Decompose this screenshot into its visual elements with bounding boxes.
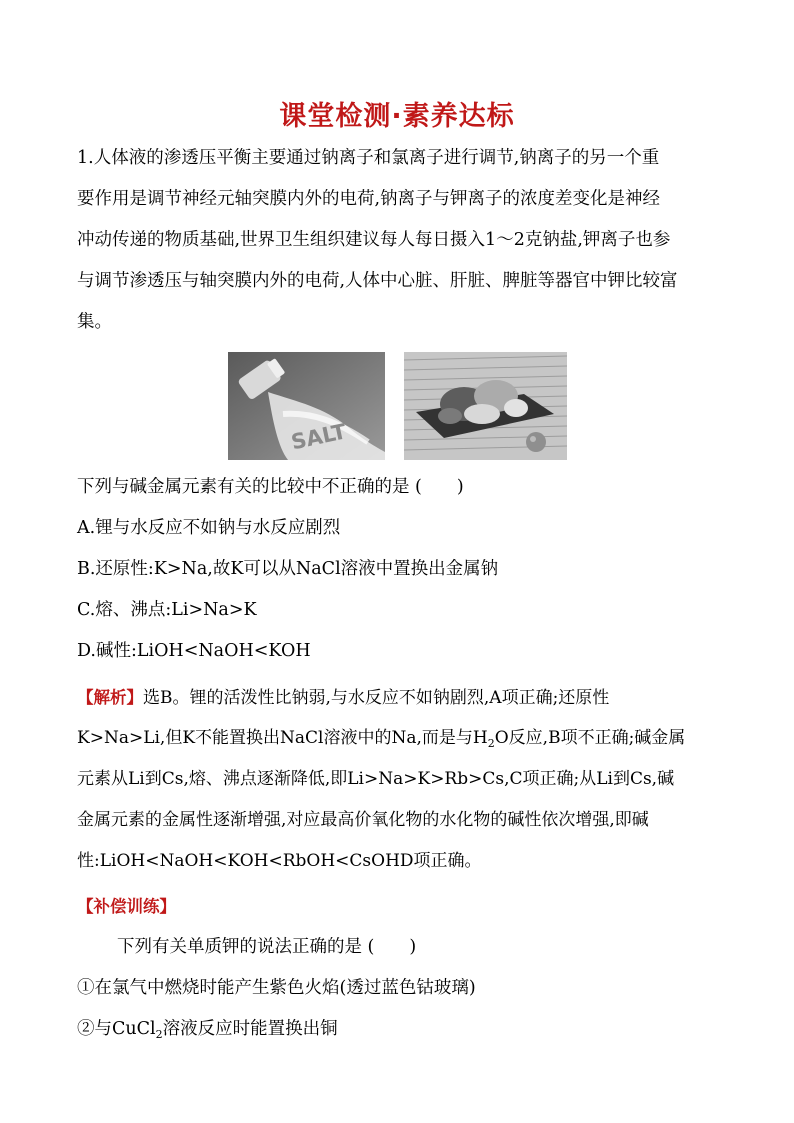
subscript: 2: [487, 737, 495, 750]
solution-text: 性:LiOH<NaOH<KOH<RbOH<CsOHD项正确。: [77, 851, 482, 871]
stem-line: 与调节渗透压与轴突膜内外的电荷,人体中心脏、肝脏、脾脏等器官中钾比较富: [77, 271, 678, 291]
solution-text: 选B。锂的活泼性比钠弱,与水反应不如钠剧烈,A项正确;还原性: [143, 688, 610, 708]
option-b: B.还原性:K>Na,故K可以从NaCl溶液中置换出金属钠: [77, 559, 499, 579]
question-text: 下列与碱金属元素有关的比较中不正确的是 ( ): [77, 477, 464, 497]
solution-text: K>Na>Li,但K不能置换出NaCl溶液中的Na,而是与H: [77, 728, 488, 748]
solution-block: [77, 677, 727, 882]
question-1-stem: [77, 138, 727, 343]
supplement-item-2: [77, 1009, 727, 1050]
supplement-item-1: ①在氯气中燃烧时能产生紫色火焰(透过蓝色钴玻璃): [77, 978, 476, 998]
salt-lettering: SALT: [289, 419, 349, 455]
page-title: 课堂检测·素养达标: [279, 101, 515, 132]
supplement-block: [77, 927, 727, 1050]
salt-photo: [228, 352, 385, 460]
stem-line: 冲动传递的物质基础,世界卫生组织建议每人每日摄入1～2克钠盐,钾离子也参: [77, 230, 671, 250]
supplement-label: 【补偿训练】: [77, 897, 176, 916]
subscript: 2: [155, 1028, 163, 1041]
item-text: 溶液反应时能置换出铜: [162, 1019, 338, 1039]
option-d: D.碱性:LiOH<NaOH<KOH: [77, 641, 311, 661]
option-c: C.熔、沸点:Li>Na>K: [77, 600, 257, 620]
solution-text: 元素从Li到Cs,熔、沸点逐渐降低,即Li>Na>K>Rb>Cs,C项正确;从Li到Cs,碱: [77, 769, 675, 789]
illustration-row: [228, 352, 568, 462]
stem-line: 要作用是调节神经元轴突膜内外的电荷,钠离子与钾离子的浓度差变化是神经: [77, 189, 661, 209]
stem-line: 1.人体液的渗透压平衡主要通过钠离子和氯离子进行调节,钠离子的另一个重: [77, 148, 660, 168]
question-1-options: [77, 467, 727, 672]
option-a: A.锂与水反应不如钠与水反应剧烈: [77, 518, 341, 538]
stem-line: 集。: [77, 312, 112, 332]
fruit-plate-photo: [404, 352, 567, 460]
solution-text: O反应,B项不正确;碱金属: [494, 728, 686, 748]
supplement-question: 下列有关单质钾的说法正确的是 ( ): [117, 937, 417, 957]
item-text: ②与CuCl: [77, 1019, 156, 1039]
solution-label: 【解析】: [77, 688, 143, 707]
solution-text: 金属元素的金属性逐渐增强,对应最高价氧化物的水化物的碱性依次增强,即碱: [77, 810, 649, 830]
